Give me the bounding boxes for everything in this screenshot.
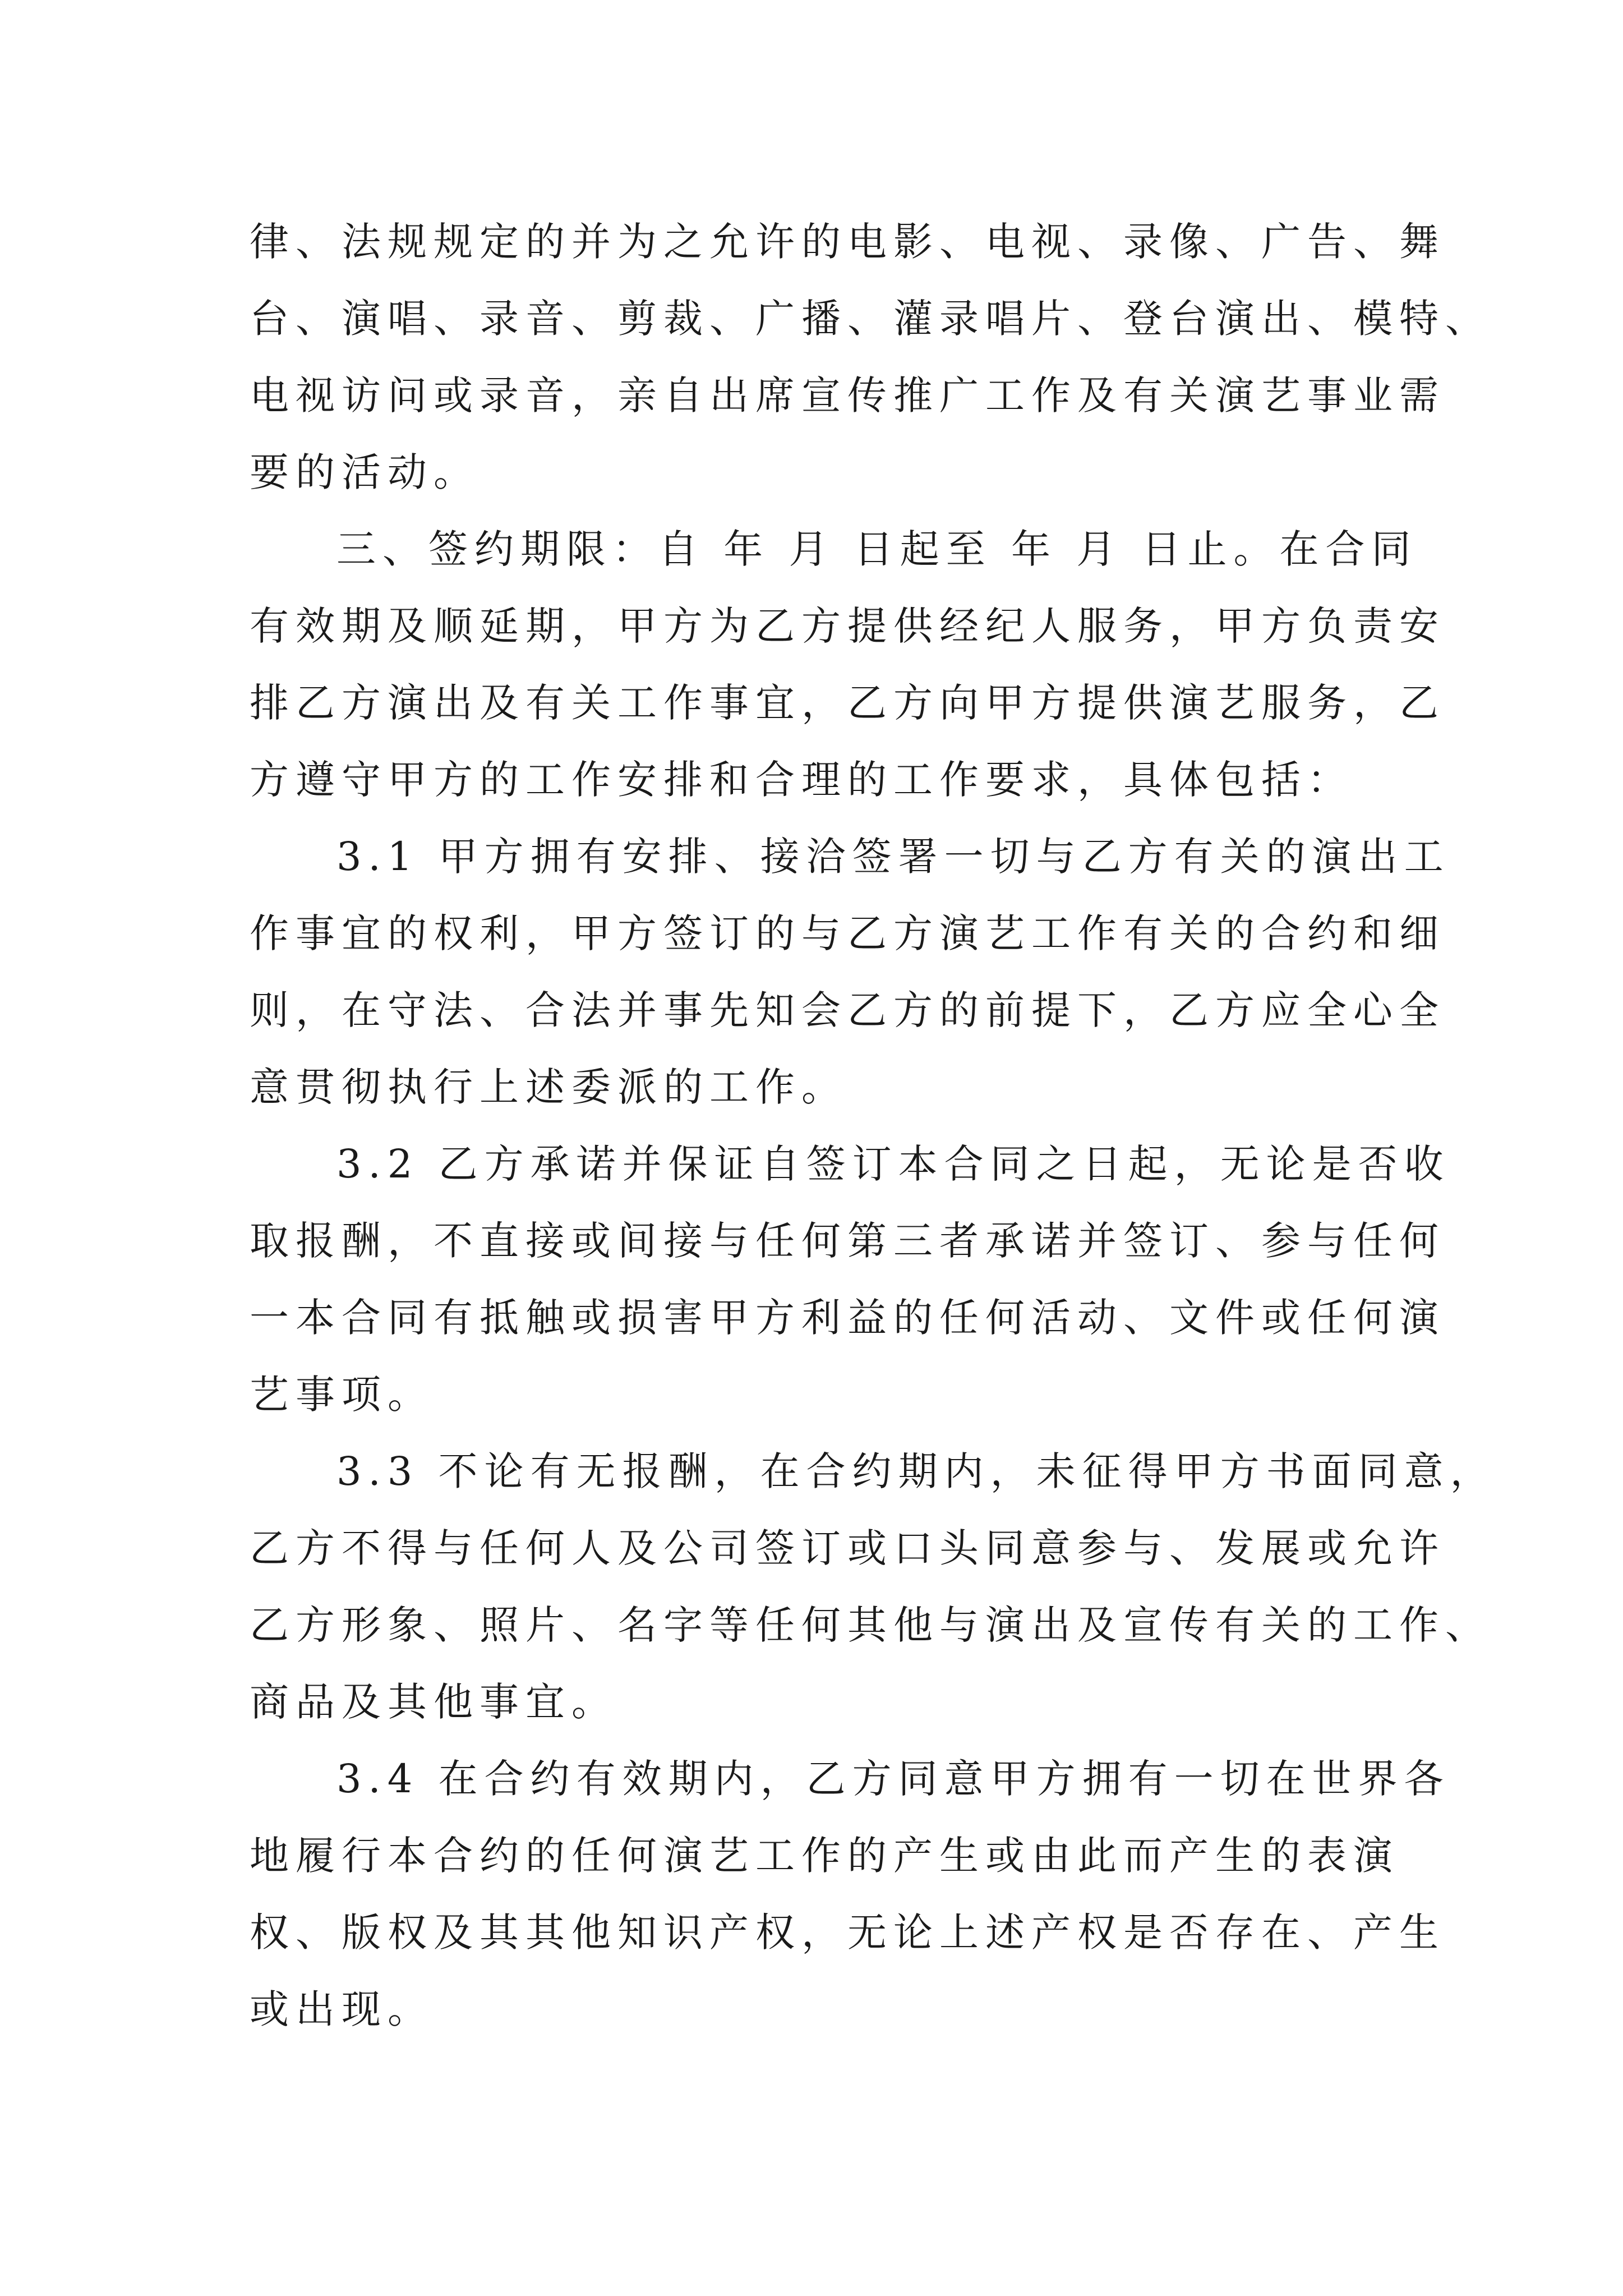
text-line: 则，在守法、合法并事先知会乙方的前提下，乙方应全心全 [250,987,1445,1033]
text-line: 商品及其他事宜。 [250,1679,617,1725]
text-line: 要的活动。 [250,449,479,495]
text-line: 意贯彻执行上述委派的工作。 [250,1064,847,1110]
text-line: 一本合同有抵触或损害甲方利益的任何活动、文件或任何演 [250,1295,1445,1341]
text-line: 电视访问或录音，亲自出席宣传推广工作及有关演艺事业需 [250,372,1445,418]
text-line: 地履行本合约的任何演艺工作的产生或由此而产生的表演 [250,1833,1399,1879]
text-line: 方遵守甲方的工作安排和合理的工作要求，具体包括： [250,757,1353,803]
text-line: 取报酬，不直接或间接与任何第三者承诺并签订、参与任何 [250,1218,1445,1264]
text-line: 乙方形象、照片、名字等任何其他与演出及宣传有关的工作、 [250,1602,1491,1648]
text-line: 律、法规规定的并为之允许的电影、电视、录像、广告、舞 [250,219,1445,265]
text-line: 权、版权及其其他知识产权，无论上述产权是否存在、产生 [250,1910,1445,1955]
text-line: 或出现。 [250,1986,434,2032]
text-line: 有效期及顺延期，甲方为乙方提供经纪人服务，甲方负责安 [250,603,1445,649]
text-line: 乙方不得与任何人及公司签订或口头同意参与、发展或允许 [250,1525,1445,1571]
text-line: 艺事项。 [250,1372,434,1418]
clause-line: 3.1 甲方拥有安排、接洽签署一切与乙方有关的演出工 [336,834,1450,880]
text-line: 作事宜的权利，甲方签订的与乙方演艺工作有关的合约和细 [250,910,1445,956]
clause-line: 3.3 不论有无报酬，在合约期内，未征得甲方书面同意， [336,1448,1496,1494]
clause-line: 3.4 在合约有效期内，乙方同意甲方拥有一切在世界各 [336,1756,1450,1802]
text-line: 排乙方演出及有关工作事宜，乙方向甲方提供演艺服务，乙 [250,680,1445,726]
clause-line: 3.2 乙方承诺并保证自签订本合同之日起，无论是否收 [336,1141,1450,1187]
section-heading-line: 三、签约期限：自 年 月 日起至 年 月 日止。在合同 [336,526,1418,572]
text-line: 台、演唱、录音、剪裁、广播、灌录唱片、登台演出、模特、 [250,296,1491,342]
